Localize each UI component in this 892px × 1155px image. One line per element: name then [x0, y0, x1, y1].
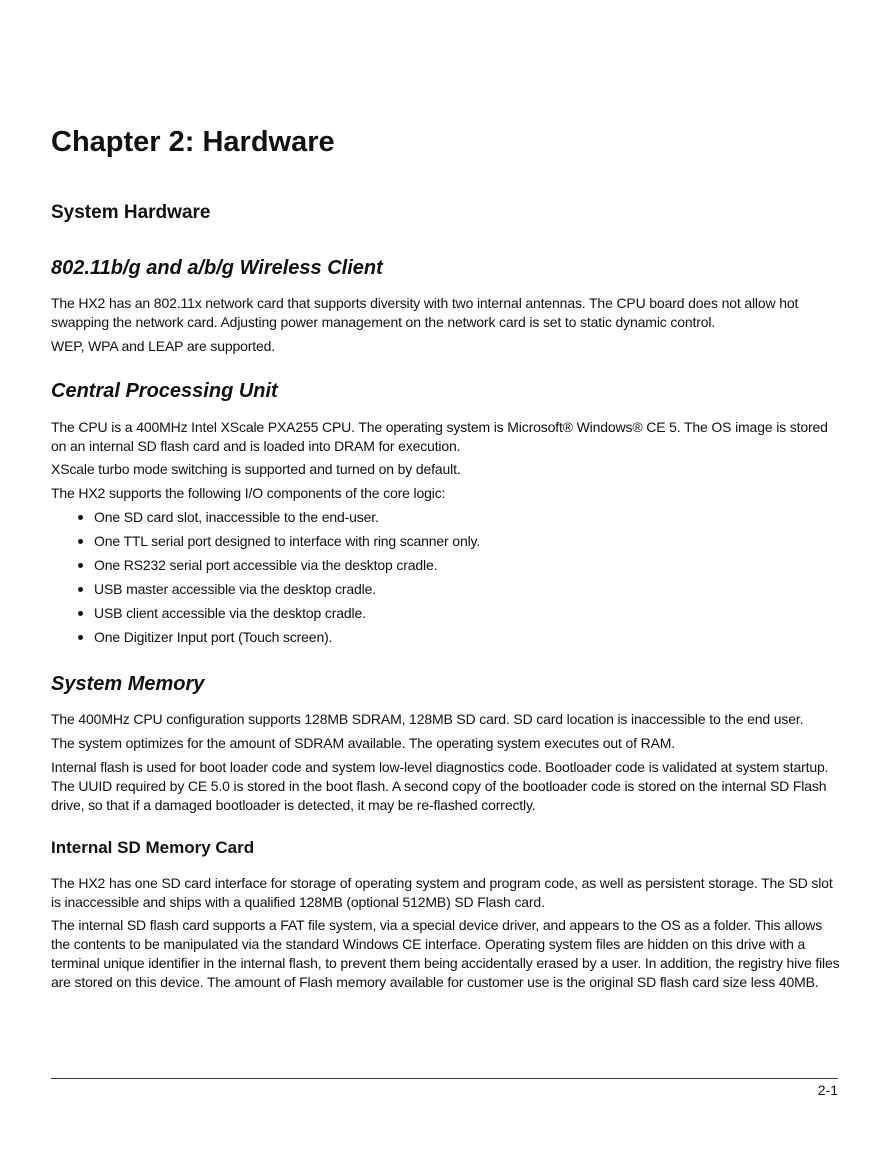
list-item-text: USB client accessible via the desktop cradle. [94, 605, 366, 621]
bullet-icon [78, 611, 83, 616]
list-item-text: One TTL serial port designed to interface with ring scanner only. [94, 533, 481, 549]
paragraph-wireless-1: The HX2 has an 802.11x network card that supports diversity with two internal antennas. The CPU board does not allow hot swapping the network card. Adjusting power management on the network card is set to static dynamic control. [51, 295, 799, 330]
list-item [51, 628, 841, 652]
section-heading-internal-sd-card: Internal SD Memory Card [51, 838, 255, 857]
paragraph-sd-1: The HX2 has one SD card interface for storage of operating system and program code, as well as persistent storage. The SD slot is inaccessible and ships with a qualified 128MB (optional 512MB) SD Flash card. [51, 875, 833, 910]
paragraph-cpu-3: The HX2 supports the following I/O components of the core logic: [51, 485, 446, 501]
list-item [51, 532, 841, 556]
bullet-icon [78, 563, 83, 568]
bullet-icon [78, 515, 83, 520]
list-item [51, 604, 841, 628]
paragraph-cpu-1: The CPU is a 400MHz Intel XScale PXA255 CPU. The operating system is Microsoft® Windows® CE 5. The OS image is stored on an internal SD flash card and is loaded into DRAM for execution. [51, 419, 828, 454]
section-heading-cpu: Central Processing Unit [51, 380, 278, 402]
paragraph-memory-2: The system optimizes for the amount of SDRAM available. The operating system executes out of RAM. [51, 735, 676, 751]
section-heading-system-hardware: System Hardware [51, 202, 211, 223]
list-item-text: One Digitizer Input port (Touch screen). [94, 629, 333, 645]
list-item [51, 556, 841, 580]
io-components-list [51, 508, 841, 652]
section-heading-system-memory: System Memory [51, 673, 205, 695]
paragraph-sd-2: The internal SD flash card supports a FAT file system, via a special device driver, and appears to the OS as a folder. This allows the contents to be manipulated via the standard Windows CE interface. Operating system files are hidden on this drive with a terminal unique identifier in the internal flash, to prevent them being accidentally erased by a user. In addition, the registry hive files are stored on this device. The amount of Flash memory available for customer use is the original SD flash card size less 40MB. [51, 917, 840, 990]
list-item [51, 508, 841, 532]
section-heading-wireless-client: 802.11b/g and a/b/g Wireless Client [51, 257, 383, 279]
list-item-text: One SD card slot, inaccessible to the end-user. [94, 509, 379, 525]
bullet-icon [78, 635, 83, 640]
paragraph-memory-3: Internal flash is used for boot loader code and system low-level diagnostics code. Bootloader code is validated at system startup. The UUID required by CE 5.0 is stored in the boot flash. A second copy of the bootloader code is stored on the internal SD Flash drive, so that if a damaged bootloader is detected, it may be re-flashed correctly. [51, 759, 829, 813]
paragraph-cpu-2: XScale turbo mode switching is supported and turned on by default. [51, 461, 461, 477]
chapter-title: Chapter 2: Hardware [51, 126, 335, 158]
bullet-icon [78, 587, 83, 592]
paragraph-memory-1: The 400MHz CPU configuration supports 128MB SDRAM, 128MB SD card. SD card location is inaccessible to the end user. [51, 711, 804, 727]
list-item-text: One RS232 serial port accessible via the desktop cradle. [94, 557, 438, 573]
footer-divider [51, 1078, 838, 1079]
list-item-text: USB master accessible via the desktop cradle. [94, 581, 376, 597]
paragraph-wireless-2: WEP, WPA and LEAP are supported. [51, 338, 275, 354]
page-number: 2-1 [817, 1082, 838, 1098]
list-item [51, 580, 841, 604]
bullet-icon [78, 539, 83, 544]
